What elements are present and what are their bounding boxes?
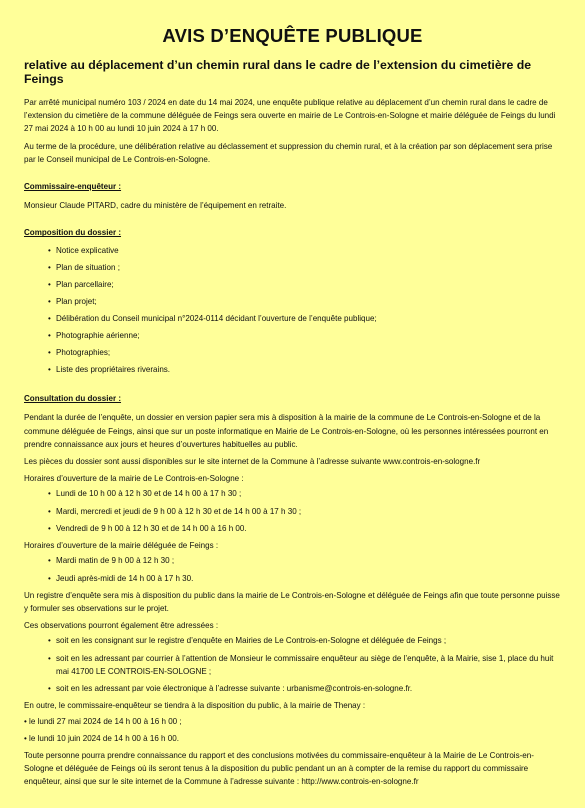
hours-list-controis bbox=[24, 487, 561, 535]
observations-list bbox=[24, 634, 561, 695]
composition-heading: Composition du dossier : bbox=[24, 228, 122, 238]
hours-title-feings: Horaires d’ouverture de la mairie déléguée de Feings : bbox=[24, 541, 219, 551]
list-item: • Vendredi de 9 h 00 à 12 h 30 et de 14 h 00 à 16 h 00. bbox=[24, 522, 561, 535]
intro-paragraph-2: Au terme de la procédure, une délibération relative au déclassement et suppression du chemin rural, et à la création par son déplacement sera prise par le Conseil municipal de Le Controis-en-Sologne. bbox=[24, 141, 553, 164]
consultation-paragraph: Pendant la durée de l’enquête, un dossier en version papier sera mis à disposition à la mairie de la commune de Le Controis-en-Sologne et de la commune déléguée de Feings, ainsi que sur un poste informatique en Mairie de Le Controis-en-Sologne, où les personnes intéressées pourront en prendre connaissance aux jours et heures d’ouvertures habituelles au public. bbox=[24, 413, 549, 449]
list-item: • Délibération du Conseil municipal n°2024-0114 décidant l’ouverture de l’enquête publique; bbox=[24, 311, 561, 328]
observations-title: Ces observations pourront également être adressées : bbox=[24, 621, 219, 631]
list-item: • Liste des propriétaires riverains. bbox=[24, 362, 561, 379]
website-paragraph: Les pièces du dossier sont aussi disponibles sur le site internet de la Commune à l’adresse suivante www.controis-en-sologne.fr bbox=[24, 457, 481, 467]
notice-title: AVIS D’ENQUÊTE PUBLIQUE bbox=[162, 25, 423, 46]
list-item: • Mardi, mercredi et jeudi de 9 h 00 à 12 h 30 et de 14 h 00 à 17 h 30 ; bbox=[24, 505, 561, 518]
commissaire-heading: Commissaire-enquêteur : bbox=[24, 182, 122, 192]
list-item: • Plan projet; bbox=[24, 294, 561, 311]
intro-paragraph-1: Par arrêté municipal numéro 103 / 2024 en date du 14 mai 2024, une enquête publique relative au déplacement d’un chemin rural dans le cadre de l’extension du cimetière de la commune déléguée de Feings sera ouverte en mairie de Le Controis-en-Sologne et mairie déléguée de Feings du lundi 27 mai 2024 à 10 h 00 au lundi 10 juin 2024 à 17 h 00. bbox=[24, 98, 556, 134]
composition-list bbox=[24, 243, 561, 378]
permanence-item: • le lundi 10 juin 2024 de 14 h 00 à 16 h 00. bbox=[24, 733, 179, 743]
list-item: • soit en les adressant par voie électronique à l’adresse suivante : urbanisme@controis-en-sologne.fr. bbox=[24, 682, 561, 695]
permanence-title: En outre, le commissaire-enquêteur se tiendra à la disposition du public, à la mairie de Thenay : bbox=[24, 701, 366, 711]
list-item: • Photographies; bbox=[24, 345, 561, 362]
list-item: • Lundi de 10 h 00 à 12 h 30 et de 14 h 00 à 17 h 30 ; bbox=[24, 487, 561, 500]
notice-subtitle: relative au déplacement d’un chemin rural dans le cadre de l’extension du cimetière de Feings bbox=[24, 58, 532, 86]
list-item: • Plan de situation ; bbox=[24, 260, 561, 277]
list-item: • Jeudi après-midi de 14 h 00 à 17 h 30. bbox=[24, 572, 561, 585]
commissaire-text: Monsieur Claude PITARD, cadre du ministère de l’équipement en retraite. bbox=[24, 201, 287, 211]
final-paragraph: Toute personne pourra prendre connaissance du rapport et des conclusions motivées du commissaire-enquêteur à la Mairie de Le Controis-en-Sologne et déléguée de Feings où ils seront tenus à la disposition du public pendant un an à compter de la remise du rapport du commissaire enquêteur, ainsi que sur le site internet de la Commune à l’adresse suivante : http://www.controis-en-sologne.fr bbox=[24, 750, 534, 787]
permanence-item: • le lundi 27 mai 2024 de 14 h 00 à 16 h 00 ; bbox=[24, 717, 182, 727]
list-item: • soit en les adressant par courrier à l’attention de Monsieur le commissaire enquêteur au siège de l’enquête, à la Mairie, sise 1, place du huit mai 41700 LE CONTROIS-EN-SOLOGNE ; bbox=[24, 652, 561, 678]
list-item: • soit en les consignant sur le registre d’enquête en Mairies de Le Controis-en-Sologne et déléguée de Feings ; bbox=[24, 634, 561, 647]
hours-list-feings bbox=[24, 554, 561, 584]
list-item: • Photographie aérienne; bbox=[24, 328, 561, 345]
list-item: • Plan parcellaire; bbox=[24, 277, 561, 294]
consultation-heading: Consultation du dossier : bbox=[24, 394, 122, 404]
list-item: • Notice explicative bbox=[24, 243, 561, 260]
list-item: • Mardi matin de 9 h 00 à 12 h 30 ; bbox=[24, 554, 561, 567]
hours-title-controis: Horaires d’ouverture de la mairie de Le Controis-en-Sologne : bbox=[24, 474, 244, 484]
registre-paragraph: Un registre d’enquête sera mis à disposition du public dans la mairie de Le Controis-en-Sologne et déléguée de Feings afin que toute personne puisse y formuler ses observations sur le projet. bbox=[24, 590, 560, 613]
